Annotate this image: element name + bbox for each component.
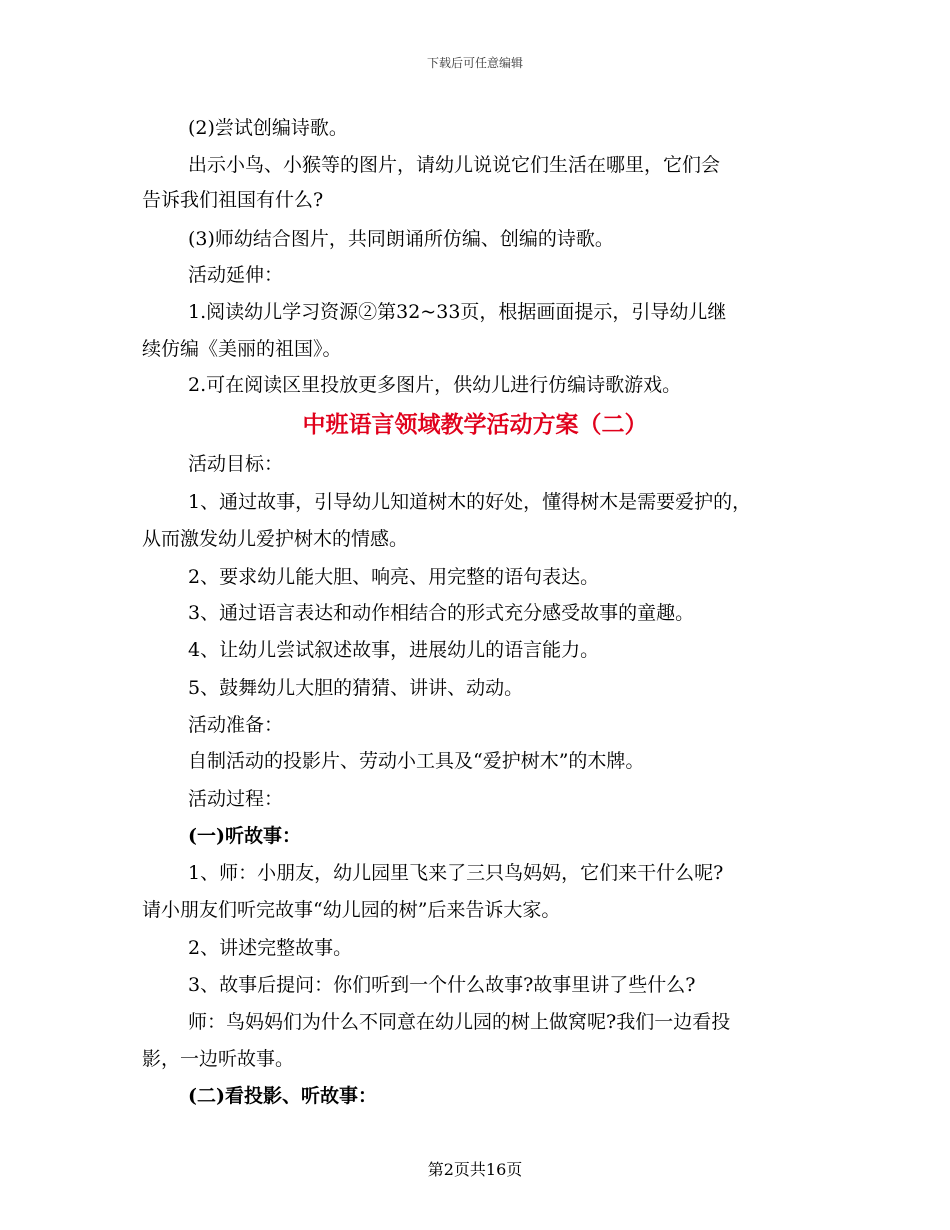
page-footer: 第2页共16页 — [427, 1160, 523, 1179]
text-line: 自制活动的投影片、劳动小工具及“爱护树木”的木牌。 — [188, 750, 645, 772]
text-line: 2、要求幼儿能大胆、响亮、用完整的语句表达。 — [188, 566, 600, 588]
text-line: 告诉我们祖国有什么? — [142, 189, 324, 211]
text-line: 活动目标： — [188, 453, 284, 475]
text-line: 活动准备： — [188, 714, 284, 736]
text-line: 1、通过故事，引导幼儿知道树木的好处，懂得树木是需要爱护的， — [188, 491, 752, 513]
text-line: 2、讲述完整故事。 — [188, 937, 353, 959]
text-line: (2)尝试创编诗歌。 — [188, 117, 348, 139]
text-line: 出示小鸟、小猴等的图片，请幼儿说说它们生活在哪里，它们会 — [188, 154, 721, 176]
page-header: 下载后可任意编辑 — [426, 56, 523, 70]
text-line: 3、故事后提问：你们听到一个什么故事?故事里讲了些什么? — [188, 974, 696, 996]
subheading: (二)看投影、听故事： — [188, 1085, 377, 1107]
text-line: 4、让幼儿尝试叙述故事，进展幼儿的语言能力。 — [188, 639, 600, 661]
text-line: 3、通过语言表达和动作相结合的形式充分感受故事的童趣。 — [188, 602, 695, 624]
section-title: 中班语言领域教学活动方案（二） — [302, 412, 648, 438]
text-line: 1、师：小朋友，幼儿园里飞来了三只鸟妈妈，它们来干什么呢? — [188, 862, 724, 884]
text-line: 5、鼓舞幼儿大胆的猜猜、讲讲、动动。 — [188, 677, 524, 699]
text-line: 续仿编《美丽的祖国》。 — [142, 338, 342, 360]
subheading: (一)听故事： — [188, 825, 301, 847]
text-line: 从而激发幼儿爱护树木的情感。 — [142, 528, 409, 550]
text-line: 影，一边听故事。 — [142, 1048, 295, 1070]
text-line: 2.可在阅读区里投放更多图片，供幼儿进行仿编诗歌游戏。 — [188, 374, 682, 396]
text-line: 请小朋友们听完故事“幼儿园的树”后来告诉大家。 — [142, 899, 561, 921]
text-line: 师：鸟妈妈们为什么不同意在幼儿园的树上做窝呢?我们一边看投 — [188, 1011, 731, 1033]
text-line: 1.阅读幼儿学习资源②第32~33页，根据画面提示，引导幼儿继 — [188, 301, 727, 323]
text-line: (3)师幼结合图片，共同朗诵所仿编、创编的诗歌。 — [188, 228, 614, 250]
text-line: 活动延伸： — [188, 264, 284, 286]
text-line: 活动过程： — [188, 788, 284, 810]
